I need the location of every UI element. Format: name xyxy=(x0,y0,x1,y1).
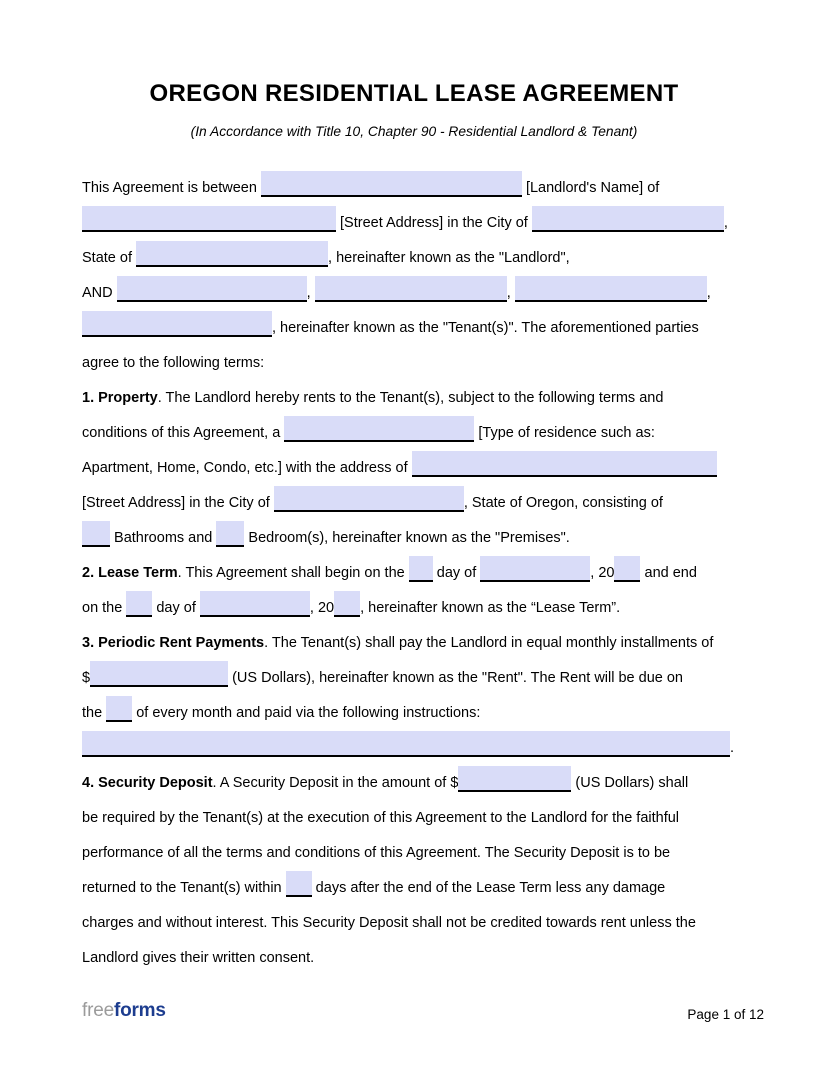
text-segment: [Type of residence such as: xyxy=(474,425,655,441)
text-segment: . xyxy=(730,740,735,756)
logo-text-free: free xyxy=(82,1000,114,1021)
text-segment: [Landlord's Name] of xyxy=(521,180,660,196)
text-segment: . This Agreement shall begin on the xyxy=(177,565,409,581)
document-body xyxy=(82,171,752,976)
text-segment: conditions of this Agreement, a xyxy=(82,425,285,441)
text-segment: , xyxy=(306,285,315,301)
text-line xyxy=(82,276,752,311)
section-heading: 3. Periodic Rent Payments xyxy=(82,635,265,651)
text-segment: , hereinafter known as the "Tenant(s)". The aforementioned parties xyxy=(272,320,699,336)
text-line xyxy=(82,521,752,556)
text-line xyxy=(82,486,752,521)
text-line xyxy=(82,696,752,731)
text-segment: . The Tenant(s) shall pay the Landlord in equal monthly installments of xyxy=(264,635,714,651)
text-segment: , xyxy=(506,285,515,301)
text-segment: Apartment, Home, Condo, etc.] with the address of xyxy=(82,460,412,476)
text-line xyxy=(82,941,752,976)
text-line xyxy=(82,836,752,871)
text-line xyxy=(82,731,752,766)
tenant-2-name-field[interactable] xyxy=(315,276,507,302)
page-number: Page 1 of 12 xyxy=(687,1007,764,1022)
text-segment: , 20 xyxy=(309,600,335,616)
text-line xyxy=(82,451,752,486)
rent-due-day-field[interactable] xyxy=(106,696,132,722)
logo-text-forms: forms xyxy=(113,1000,166,1021)
deposit-amount-field[interactable] xyxy=(458,766,571,792)
document-subtitle: (In Accordance with Title 10, Chapter 90 - Residential Landlord & Tenant) xyxy=(190,124,638,139)
start-year-field[interactable] xyxy=(614,556,640,582)
text-line xyxy=(82,381,752,416)
text-segment: State of xyxy=(82,250,137,266)
text-segment: , 20 xyxy=(590,565,615,581)
text-line xyxy=(82,241,752,276)
text-segment: AND xyxy=(82,285,117,301)
residence-type-field[interactable] xyxy=(284,416,474,442)
tenant-4-name-field[interactable] xyxy=(82,311,272,337)
tenant-1-name-field[interactable] xyxy=(117,276,307,302)
text-segment: , xyxy=(723,215,728,231)
end-day-field[interactable] xyxy=(126,591,152,617)
text-line xyxy=(82,766,752,801)
landlord-street-address-field[interactable] xyxy=(82,206,336,232)
tenant-3-name-field[interactable] xyxy=(515,276,707,302)
text-segment: , xyxy=(706,285,711,301)
text-line xyxy=(82,661,752,696)
text-segment: the xyxy=(82,705,107,721)
section-heading: 2. Lease Term xyxy=(82,565,178,581)
start-month-field[interactable] xyxy=(480,556,590,582)
payment-instructions-field[interactable] xyxy=(82,731,730,757)
text-segment: $ xyxy=(82,670,91,686)
section-heading: 1. Property xyxy=(82,390,158,406)
text-line xyxy=(82,556,752,591)
text-line xyxy=(82,591,752,626)
text-segment: (US Dollars), hereinafter known as the "Rent". The Rent will be due on xyxy=(228,670,683,686)
text-segment: days after the end of the Lease Term less any damage xyxy=(311,880,666,896)
bathrooms-count-field[interactable] xyxy=(82,521,110,547)
text-segment: Bedroom(s), hereinafter known as the "Premises". xyxy=(244,530,570,546)
text-segment: on the xyxy=(82,600,127,616)
text-segment: , hereinafter known as the "Landlord", xyxy=(328,250,570,266)
landlord-state-field[interactable] xyxy=(136,241,328,267)
start-day-field[interactable] xyxy=(409,556,433,582)
bedrooms-count-field[interactable] xyxy=(216,521,244,547)
text-segment: charges and without interest. This Security Deposit shall not be credited towards rent unless the xyxy=(82,915,696,931)
text-line xyxy=(82,171,752,206)
freeforms-logo xyxy=(82,1000,166,1022)
text-segment: agree to the following terms: xyxy=(82,355,265,371)
text-line xyxy=(82,206,752,241)
text-line xyxy=(82,346,752,381)
text-segment: [Street Address] in the City of xyxy=(336,215,532,231)
premises-city-field[interactable] xyxy=(274,486,464,512)
text-segment: This Agreement is between xyxy=(82,180,261,196)
text-segment: . The Landlord hereby rents to the Tenant(s), subject to the following terms and xyxy=(157,390,664,406)
text-line xyxy=(82,871,752,906)
end-year-field[interactable] xyxy=(334,591,360,617)
text-segment: of every month and paid via the following instructions: xyxy=(132,705,481,721)
text-segment: Bathrooms and xyxy=(110,530,217,546)
text-segment: , hereinafter known as the “Lease Term”. xyxy=(360,600,621,616)
text-line xyxy=(82,906,752,941)
text-line xyxy=(82,801,752,836)
text-line xyxy=(82,311,752,346)
text-segment: be required by the Tenant(s) at the execution of this Agreement to the Landlord for the faithful xyxy=(82,810,680,826)
document-title: OREGON RESIDENTIAL LEASE AGREEMENT xyxy=(149,80,679,107)
text-segment: returned to the Tenant(s) within xyxy=(82,880,286,896)
text-segment: . A Security Deposit in the amount of $ xyxy=(212,775,459,791)
text-segment: and end xyxy=(640,565,697,581)
text-segment: , State of Oregon, consisting of xyxy=(463,495,663,511)
landlord-name-field[interactable] xyxy=(261,171,522,197)
rent-amount-field[interactable] xyxy=(90,661,228,687)
text-segment: performance of all the terms and conditions of this Agreement. The Security Deposit is to be xyxy=(82,845,671,861)
deposit-return-days-field[interactable] xyxy=(286,871,312,897)
text-line xyxy=(82,416,752,451)
text-segment: [Street Address] in the City of xyxy=(82,495,274,511)
text-segment: (US Dollars) shall xyxy=(571,775,689,791)
section-heading: 4. Security Deposit xyxy=(82,775,213,791)
premises-street-address-field[interactable] xyxy=(412,451,717,477)
end-month-field[interactable] xyxy=(200,591,310,617)
text-line xyxy=(82,626,752,661)
text-segment: Landlord gives their written consent. xyxy=(82,950,315,966)
text-segment: day of xyxy=(152,600,200,616)
landlord-city-field[interactable] xyxy=(532,206,724,232)
text-segment: day of xyxy=(432,565,481,581)
